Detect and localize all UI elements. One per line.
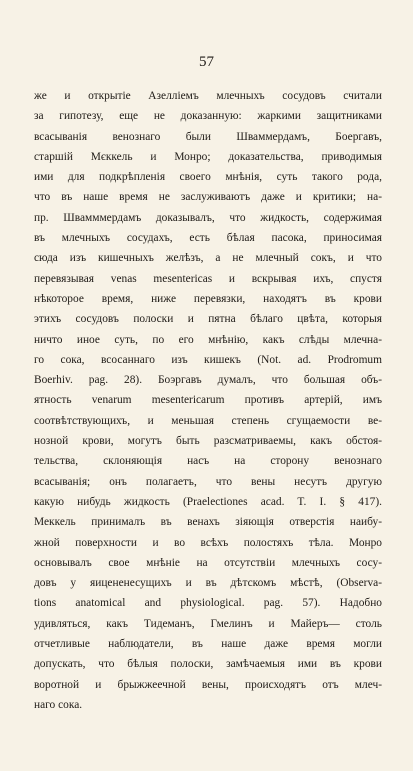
text-line: соотвѣтствующихъ, и меньшая степень сгущаемости ве- <box>34 414 382 427</box>
text-line: что въ наше время не заслуживаютъ даже и критики; на- <box>34 191 382 204</box>
text-line: довъ у яицененесущихъ и въ дѣтскомъ мѣстѣ, (Observa- <box>34 577 382 590</box>
text-line: сюда изъ кишечныхъ желѣзъ, а не млечный сокъ, и что <box>34 252 382 265</box>
text-line: удивляться, какъ Тидеманъ, Гмелинъ и Майеръ— столь <box>34 617 382 630</box>
text-line: ятность venarum mesentericarum противъ артерій, имъ <box>34 394 382 407</box>
text-line: tions anatomical and physiological. pag. 57). Надобно <box>34 597 382 610</box>
text-line: за гипотезу, еще не доказанную: жаркими защитниками <box>34 110 382 123</box>
text-line: воротной и брыжжеечной вены, происходятъ отъ млеч- <box>34 678 382 691</box>
text-line: отчетливые наблюдатели, въ наше даже время могли <box>34 638 382 651</box>
text-line: ими для подкрѣпленія своего мнѣнія, суть такого рода, <box>34 171 382 184</box>
text-line: же и открытіе Азелліемъ млечныхъ сосудовъ считали <box>34 90 382 102</box>
text-line: нѣкоторое время, ниже перевязки, находятъ въ крови <box>34 292 382 305</box>
text-line: ничто иное суть, по его мнѣнію, какъ слѣды млечна- <box>34 333 382 346</box>
text-line: го сока, всосаннаго изъ кишекъ (Not. ad. Prodromum <box>34 353 382 366</box>
text-line: какую нибудь жидкость (Praelectiones acad. T. I. § 417). <box>34 495 382 508</box>
text-line: допускать, что бѣлыя полоски, замѣчаемыя ими въ крови <box>34 658 382 671</box>
text-line: старшій Мєккель и Монро; доказательства, приводимыя <box>34 150 382 163</box>
text-line: этихъ сосудовъ полоски и пятна бѣлаго цвѣта, которыя <box>34 313 382 326</box>
text-line: Boerhiv. pag. 28). Боэргавъ думалъ, что большая объ- <box>34 374 382 387</box>
text-line: въ млечныхъ сосудахъ, есть бѣлая пасока, приносимая <box>34 232 382 245</box>
text-line: перевязывая venas mesentericas и вскрывая ихъ, спустя <box>34 272 382 285</box>
text-line: основывалъ свое мнѣніе на отсутствіи млечныхъ сосу- <box>34 556 382 569</box>
page-number: 57 <box>199 54 214 70</box>
text-line: всасыванія; онъ полагаетъ, что вены несутъ другую <box>34 475 382 488</box>
text-line: тельства, склоняющія насъ на сторону венознаго <box>34 455 382 468</box>
text-line: всасыванія венознаго были Шваммердамъ, Боергавъ, <box>34 130 382 143</box>
text-line: Меккель принималъ въ венахъ зіяющія отверстія наибу- <box>34 516 382 529</box>
text-line: наго сока. <box>34 698 83 711</box>
text-line: нозной крови, могутъ быть разсматриваемы, какъ обстоя- <box>34 435 382 448</box>
text-line: пр. Швамммердамъ доказывалъ, что жидкость, содержимая <box>34 211 382 224</box>
body-text <box>34 86 382 715</box>
text-line: жной поверхности и во всѣхъ полостяхъ тѣла. Монро <box>34 536 382 549</box>
